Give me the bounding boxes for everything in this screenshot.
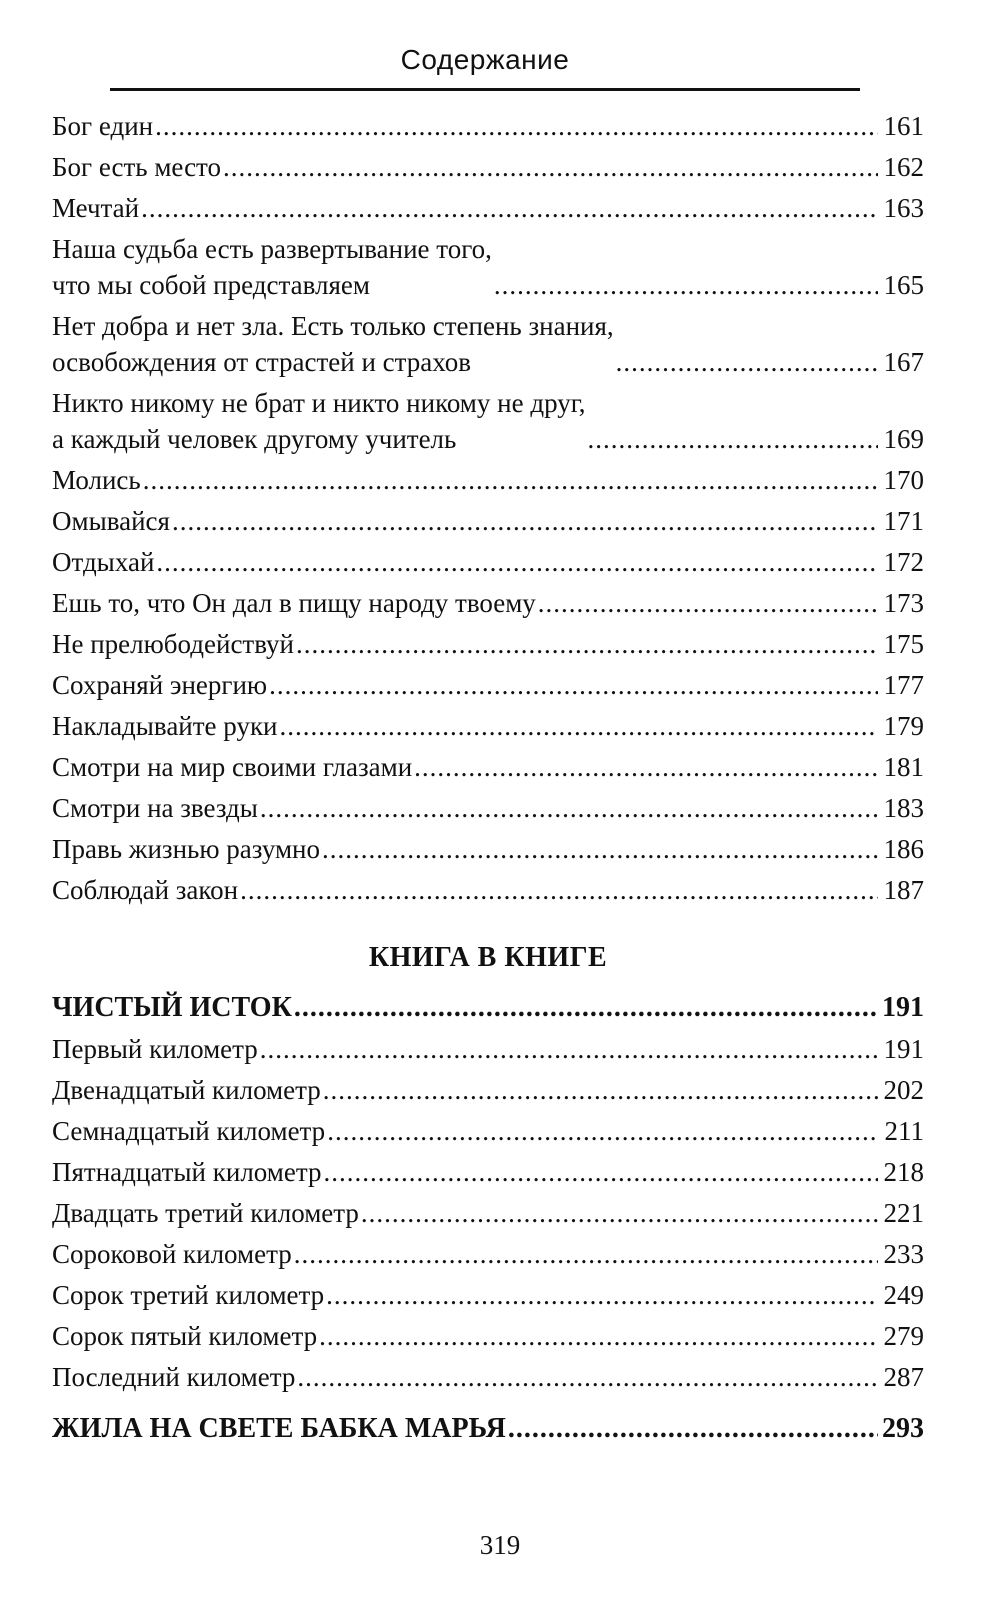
leader-dots — [616, 344, 878, 380]
leader-dots — [223, 149, 878, 185]
toc-entry-title: Нет добра и нет зла. Есть только степень знания, освобождения от страстей и страхов — [52, 311, 614, 377]
toc-entry-page: 191 — [883, 1034, 924, 1064]
toc-entry-title: Пятнадцатый километр — [52, 1157, 322, 1187]
toc-entry[interactable] — [52, 1277, 924, 1313]
leader-dots — [294, 990, 878, 1026]
toc-entry[interactable] — [52, 1359, 924, 1395]
toc-entry-title: ЖИЛА НА СВЕТЕ БАБКА МАРЬЯ — [52, 1413, 506, 1444]
toc-entry-page: 177 — [883, 670, 924, 700]
leader-dots — [260, 790, 878, 826]
toc-entry[interactable] — [52, 544, 924, 580]
toc-entry-title: Омывайся — [52, 506, 170, 536]
toc-entry-page: 249 — [883, 1280, 924, 1310]
leader-dots — [326, 1277, 878, 1313]
toc-entry[interactable] — [52, 1031, 924, 1067]
toc-entry[interactable] — [52, 667, 924, 703]
header-rule — [110, 88, 860, 91]
toc-entry-title: Сохраняй энергию — [52, 670, 268, 700]
leader-dots — [327, 1113, 878, 1149]
toc-entry-title: Бог есть место — [52, 152, 222, 182]
leader-dots — [494, 267, 878, 303]
toc-entry-title: Молись — [52, 465, 141, 495]
toc-entry-page: 186 — [883, 834, 924, 864]
section-heading: КНИГА В КНИГЕ — [368, 942, 608, 973]
leader-dots — [155, 108, 878, 144]
toc-entry[interactable] — [52, 749, 924, 785]
toc-entry-page: 187 — [883, 875, 924, 905]
leader-dots — [294, 1236, 878, 1272]
toc-entry-page: 293 — [882, 1413, 924, 1444]
toc-entry-title: Сорок третий километр — [52, 1280, 325, 1310]
toc-entry[interactable] — [52, 1154, 924, 1190]
toc-entry-title: Отдыхай — [52, 547, 155, 577]
toc-entry[interactable] — [52, 149, 924, 185]
toc-entry-page: 169 — [883, 424, 924, 454]
leader-dots — [156, 544, 878, 580]
toc-entry[interactable] — [52, 626, 924, 662]
toc-entry-page: 221 — [883, 1198, 924, 1228]
leader-dots — [323, 1072, 878, 1108]
leader-dots — [538, 585, 878, 621]
toc-entry-title: Никто никому не брат и никто никому не друг, а каждый человек другому учитель — [52, 388, 586, 454]
toc-entry-page: 211 — [884, 1116, 924, 1146]
leader-dots — [141, 190, 878, 226]
toc-entry[interactable] — [52, 385, 924, 457]
leader-dots — [324, 1154, 879, 1190]
toc-entry-page: 202 — [883, 1075, 924, 1105]
toc-entry-title: Двадцать третий километр — [52, 1198, 359, 1228]
toc-entry-page: 287 — [883, 1362, 924, 1392]
toc-part-entry[interactable] — [52, 1411, 924, 1447]
toc-entry-title: Бог един — [52, 111, 154, 141]
toc-entry-page: 173 — [883, 588, 924, 618]
toc-entry[interactable] — [52, 462, 924, 498]
toc-entry-page: 162 — [883, 152, 924, 182]
toc-entry-page: 279 — [883, 1321, 924, 1351]
toc-entry-title: ЧИСТЫЙ ИСТОК — [52, 992, 292, 1023]
leader-dots — [322, 831, 878, 867]
toc-entry[interactable] — [52, 872, 924, 908]
toc-entry[interactable] — [52, 831, 924, 867]
toc-entry-title: Соблюдай закон — [52, 875, 239, 905]
leader-dots — [260, 1031, 878, 1067]
leader-dots — [414, 749, 878, 785]
leader-dots — [297, 1359, 878, 1395]
toc-entry-title: Накладывайте руки — [52, 711, 278, 741]
toc-entry-title: Смотри на звезды — [52, 793, 258, 823]
toc-entry-title: Последний километр — [52, 1362, 296, 1392]
toc-entry-page: 191 — [882, 992, 924, 1023]
leader-dots — [319, 1318, 878, 1354]
toc-entry-page: 175 — [883, 629, 924, 659]
toc-entry[interactable] — [52, 108, 924, 144]
leader-dots — [508, 1411, 878, 1447]
toc-entry-page: 181 — [883, 752, 924, 782]
toc-part-entry[interactable] — [52, 990, 924, 1026]
toc-entry-title: Правь жизнью разумно — [52, 834, 321, 864]
running-head: Содержание — [400, 44, 570, 75]
toc-entry-title: Наша судьба есть развертывание того, что мы собой представляем — [52, 234, 492, 300]
toc-entry-title: Мечтай — [52, 193, 140, 223]
leader-dots — [361, 1195, 878, 1231]
toc-entry-page: 218 — [883, 1157, 924, 1187]
leader-dots — [280, 708, 878, 744]
toc-entry-page: 170 — [883, 465, 924, 495]
toc-entry[interactable] — [52, 708, 924, 744]
toc-entry[interactable] — [52, 1236, 924, 1272]
toc-entry[interactable] — [52, 231, 924, 303]
toc-entry[interactable] — [52, 1318, 924, 1354]
toc-entry-title: Первый километр — [52, 1034, 258, 1064]
toc-entry[interactable] — [52, 308, 924, 380]
toc-entry-title: Семнадцатый километр — [52, 1116, 326, 1146]
toc-entry-page: 171 — [883, 506, 924, 536]
leader-dots — [172, 503, 878, 539]
page-number: 319 — [479, 1530, 521, 1560]
leader-dots — [588, 421, 879, 457]
toc-entry-title: Двенадцатый километр — [52, 1075, 321, 1105]
toc-entry-page: 172 — [883, 547, 924, 577]
toc-entry-title: Сорок пятый километр — [52, 1321, 318, 1351]
toc-entry-title: Не прелюбодействуй — [52, 629, 294, 659]
toc-entry-title: Сороковой километр — [52, 1239, 292, 1269]
toc-entry[interactable] — [52, 1113, 924, 1149]
toc-entry-page: 165 — [883, 270, 924, 300]
toc-entry-page: 179 — [883, 711, 924, 741]
leader-dots — [240, 872, 878, 908]
toc-entry-title: Смотри на мир своими глазами — [52, 752, 413, 782]
toc-entry-title: Ешь то, что Он дал в пищу народу твоему — [52, 588, 536, 618]
leader-dots — [143, 462, 878, 498]
toc-entry[interactable] — [52, 1072, 924, 1108]
toc-entry-page: 233 — [883, 1239, 924, 1269]
toc-group-a — [52, 108, 924, 908]
toc-entry[interactable] — [52, 1195, 924, 1231]
toc-entry-page: 161 — [883, 111, 924, 141]
toc-entry[interactable] — [52, 503, 924, 539]
toc-entry[interactable] — [52, 790, 924, 826]
table-of-contents — [52, 108, 924, 1452]
toc-entry-page: 167 — [883, 347, 924, 377]
toc-entry[interactable] — [52, 585, 924, 621]
leader-dots — [269, 667, 878, 703]
toc-entry-page: 163 — [883, 193, 924, 223]
leader-dots — [296, 626, 878, 662]
toc-group-b — [52, 1031, 924, 1395]
toc-entry-page: 183 — [883, 793, 924, 823]
toc-entry[interactable] — [52, 190, 924, 226]
